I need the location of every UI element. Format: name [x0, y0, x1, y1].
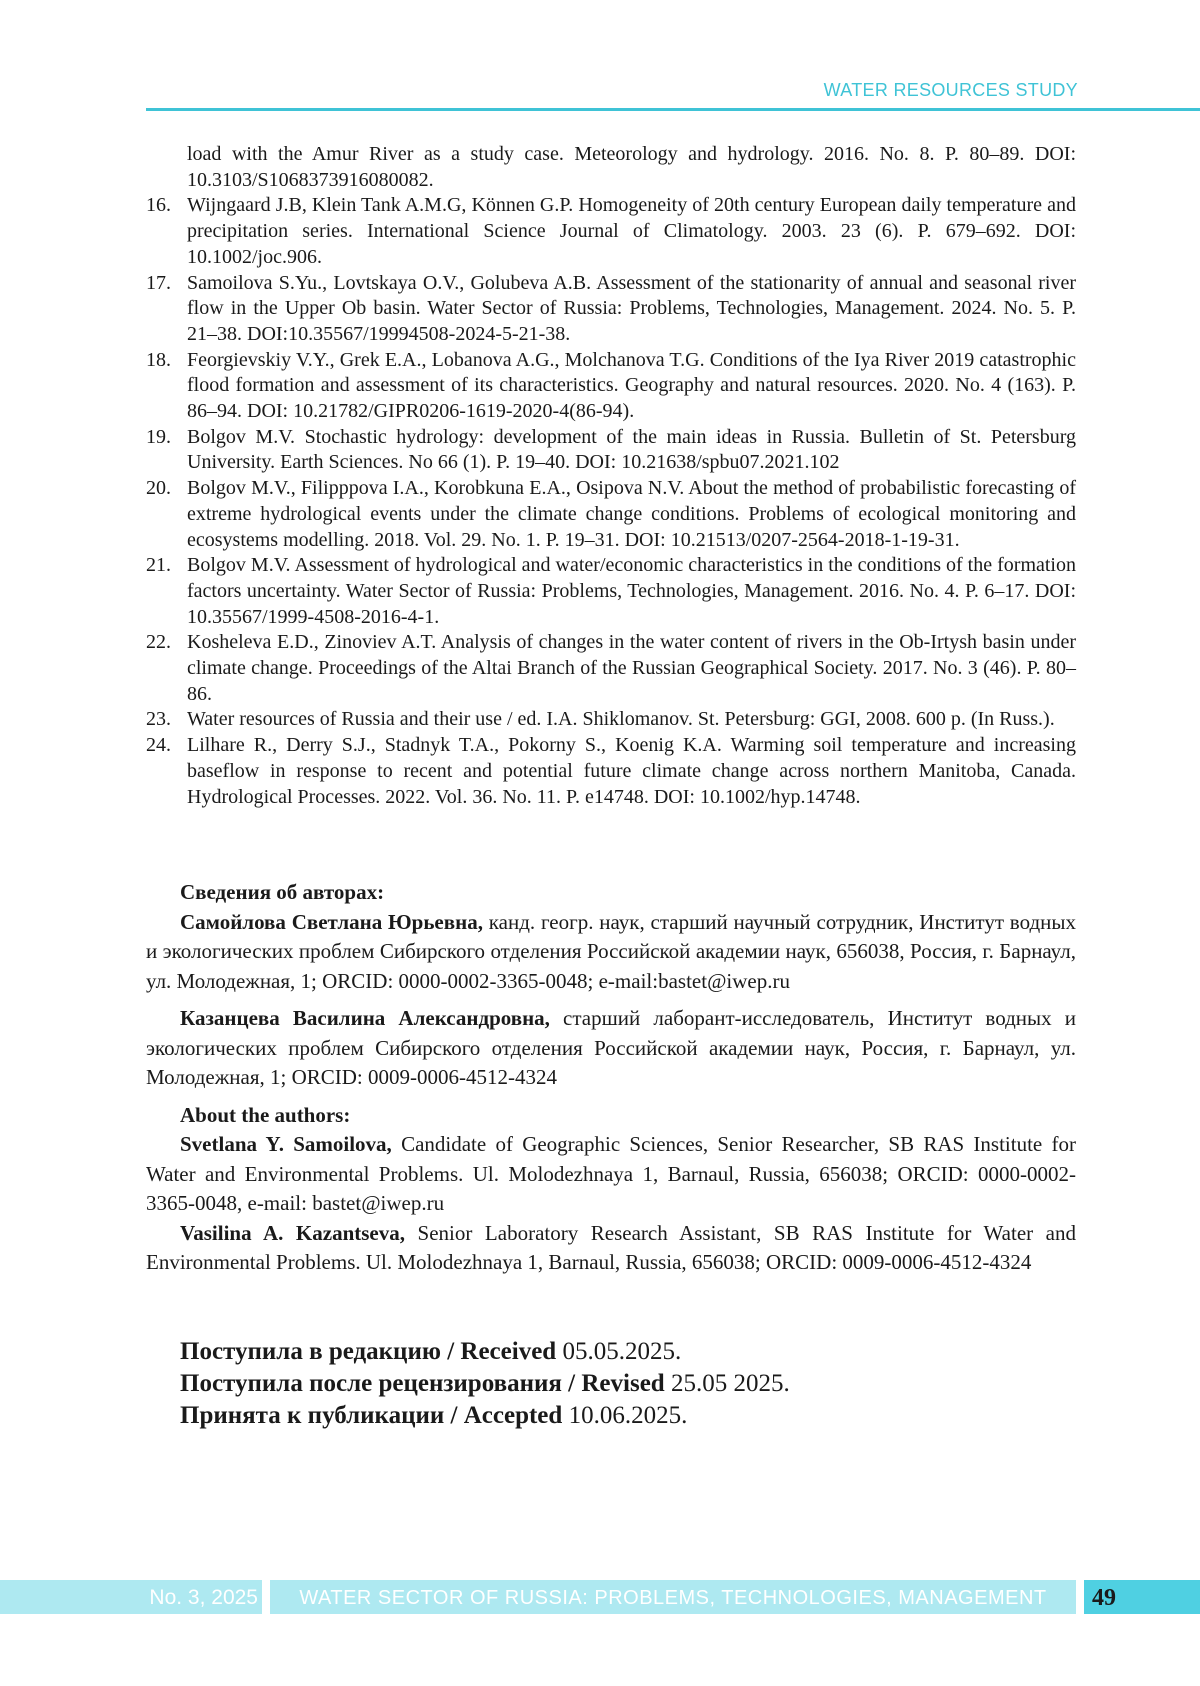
author-name: Svetlana Y. Samoilova, — [180, 1132, 392, 1156]
reference-item — [146, 425, 1076, 476]
author-name: Vasilina A. Kazantseva, — [180, 1220, 406, 1245]
reference-text: Bolgov M.V. Assessment of hydrological and water/economic characteristics in the conditions of the formation factors uncertainty. Water Sector of Russia: Problems, Technologies, Management. 2016. No. 4. P. 6–17. DOI: 10.35567/1999-4508-2016-4-1. — [187, 554, 1076, 628]
author-name: Самойлова Светлана Юрьевна, — [180, 909, 483, 934]
reference-text: Water resources of Russia and their use / ed. I.A. Shiklomanov. St. Petersburg: GGI, 2008. 600 p. (In Russ.). — [187, 708, 1055, 731]
author-info: канд. геогр. наук, старший научный сотрудник, Институт водных и экологических проблем Сибирского отделения Российской академии наук, 656038, Россия, г. Барнаул, ул. Молодежная, 1; ORCID: 0000-0002-3365-0048; e-mail:bastet@iwep.ru — [146, 909, 1076, 993]
reference-text: Samoilova S.Yu., Lovtskaya O.V., Golubeva A.B. Assessment of the stationarity of annual and seasonal river flow in the Upper Ob basin. Water Sector of Russia: Problems, Technologies, Management. 2024. No. 5. P. 21–38. DOI:10.35567/19994508-2024-5-21-38. — [187, 271, 1076, 345]
reference-text: Kosheleva E.D., Zinoviev A.T. Analysis of changes in the water content of rivers in the Ob-Irtysh basin under climate change. Proceedings of the Altai Branch of the Russian Geographical Society. 2017. No. 3 (46). P. 80–86. — [187, 631, 1076, 705]
reference-number: 18. — [146, 348, 171, 371]
reference-number: 22. — [146, 631, 171, 654]
authors-ru-heading: Сведения об авторах: — [180, 880, 385, 904]
author-en-1 — [146, 1130, 1076, 1219]
reference-text: Feorgievskiy V.Y., Grek E.A., Lobanova A.G., Molchanova T.G. Conditions of the Iya River 2019 catastrophic flood formation and assessment of its characteristics. Geography and natural resources. 2020. No. 4 (163). P. 86–94. DOI: 10.21782/GIPR0206-1619-2020-4(86-94). — [187, 348, 1076, 423]
reference-item — [146, 553, 1076, 630]
author-info: старший лаборант-исследователь, Институт водных и экологических проблем Сибирского отделения Российской академии наук, Россия, г. Барнаул, ул. Молодежная, 1; ORCID: 0009-0006-4512-4324 — [146, 1006, 1076, 1089]
reference-text: Bolgov M.V. Stochastic hydrology: development of the main ideas in Russia. Bulletin of St. Petersburg University. Earth Sciences. No 66 (1). P. 19–40. DOI: 10.21638/spbu07.2021.102 — [187, 425, 1076, 474]
publication-dates — [180, 1336, 1080, 1432]
reference-number: 20. — [146, 477, 171, 500]
reference-text: Lilhare R., Derry S.J., Stadnyk T.A., Pokorny S., Koenig K.A. Warming soil temperature and increasing baseflow in response to recent and potential future climate change across northern Manitoba, Canada. Hydrological Processes. 2022. Vol. 36. No. 11. P. e14748. DOI: 10.1002/hyp.14748. — [187, 734, 1076, 808]
reference-item — [146, 348, 1076, 425]
reference-item — [146, 193, 1076, 270]
authors-section — [146, 878, 1076, 1278]
reference-item — [146, 271, 1076, 348]
accepted-date: Принята к публикации / Accepted 10.06.2025. — [180, 1402, 688, 1429]
author-name: Казанцева Василина Александровна, — [180, 1006, 550, 1030]
header-divider — [146, 108, 1200, 111]
section-title: WATER RESOURCES STUDY — [823, 80, 1078, 100]
reference-text: Wijngaard J.B, Klein Tank A.M.G, Können G.P. Homogeneity of 20th century European daily temperature and precipitation series. International Science Journal of Climatology. 2003. 23 (6). P. 679–692. DOI: 10.1002/joc.906. — [187, 194, 1076, 268]
reference-item — [146, 707, 1076, 733]
author-en-2 — [146, 1219, 1076, 1278]
reference-text: Bolgov M.V., Filipppova I.A., Korobkuna E.A., Osipova N.V. About the method of probabilistic forecasting of extreme hydrological events under the climate change conditions. Problems of ecological monitoring and ecosystems modelling. 2018. Vol. 29. No. 1. P. 19–31. DOI: 10.21513/0207-2564-2018-1-19-31. — [187, 477, 1076, 551]
reference-number: 17. — [146, 271, 171, 294]
page-number: 49 — [1084, 1580, 1200, 1614]
author-info: Candidate of Geographic Sciences, Senior Researcher, SB RAS Institute for Water and Environmental Problems. Ul. Molodezhnaya 1, Barnaul, Russia, 656038; ORCID: 0000-0002-3365-0048, e-mail: bastet@iwep.ru — [146, 1132, 1076, 1215]
reference-number: 24. — [146, 734, 171, 757]
reference-number: 19. — [146, 425, 171, 448]
author-info: Senior Laboratory Research Assistant, SB RAS Institute for Water and Environmental Problems. Ul. Molodezhnaya 1, Barnaul, Russia, 656038; ORCID: 0009-0006-4512-4324 — [146, 1220, 1077, 1274]
footer-journal-title: WATER SECTOR OF RUSSIA: PROBLEMS, TECHNOLOGIES, MANAGEMENT — [270, 1580, 1076, 1614]
authors-en-heading: About the authors: — [180, 1102, 351, 1127]
footer-issue: No. 3, 2025 — [0, 1580, 262, 1614]
reference-number: 23. — [146, 708, 171, 731]
author-ru-2 — [146, 1004, 1076, 1093]
reference-item — [146, 630, 1076, 707]
reference-item — [146, 476, 1076, 553]
reference-list — [146, 142, 1076, 810]
received-date: Поступила в редакцию / Received 05.05.2025. — [180, 1338, 682, 1365]
reference-item — [146, 733, 1076, 810]
revised-date: Поступила после рецензирования / Revised 25.05 2025. — [180, 1370, 790, 1397]
reference-text: load with the Amur River as a study case. Meteorology and hydrology. 2016. No. 8. P. 80–89. DOI: 10.3103/S1068373916080082. — [187, 143, 1076, 191]
author-ru-1 — [146, 908, 1076, 997]
reference-item — [146, 142, 1076, 193]
reference-number: 16. — [146, 194, 171, 217]
reference-number: 21. — [146, 554, 171, 577]
